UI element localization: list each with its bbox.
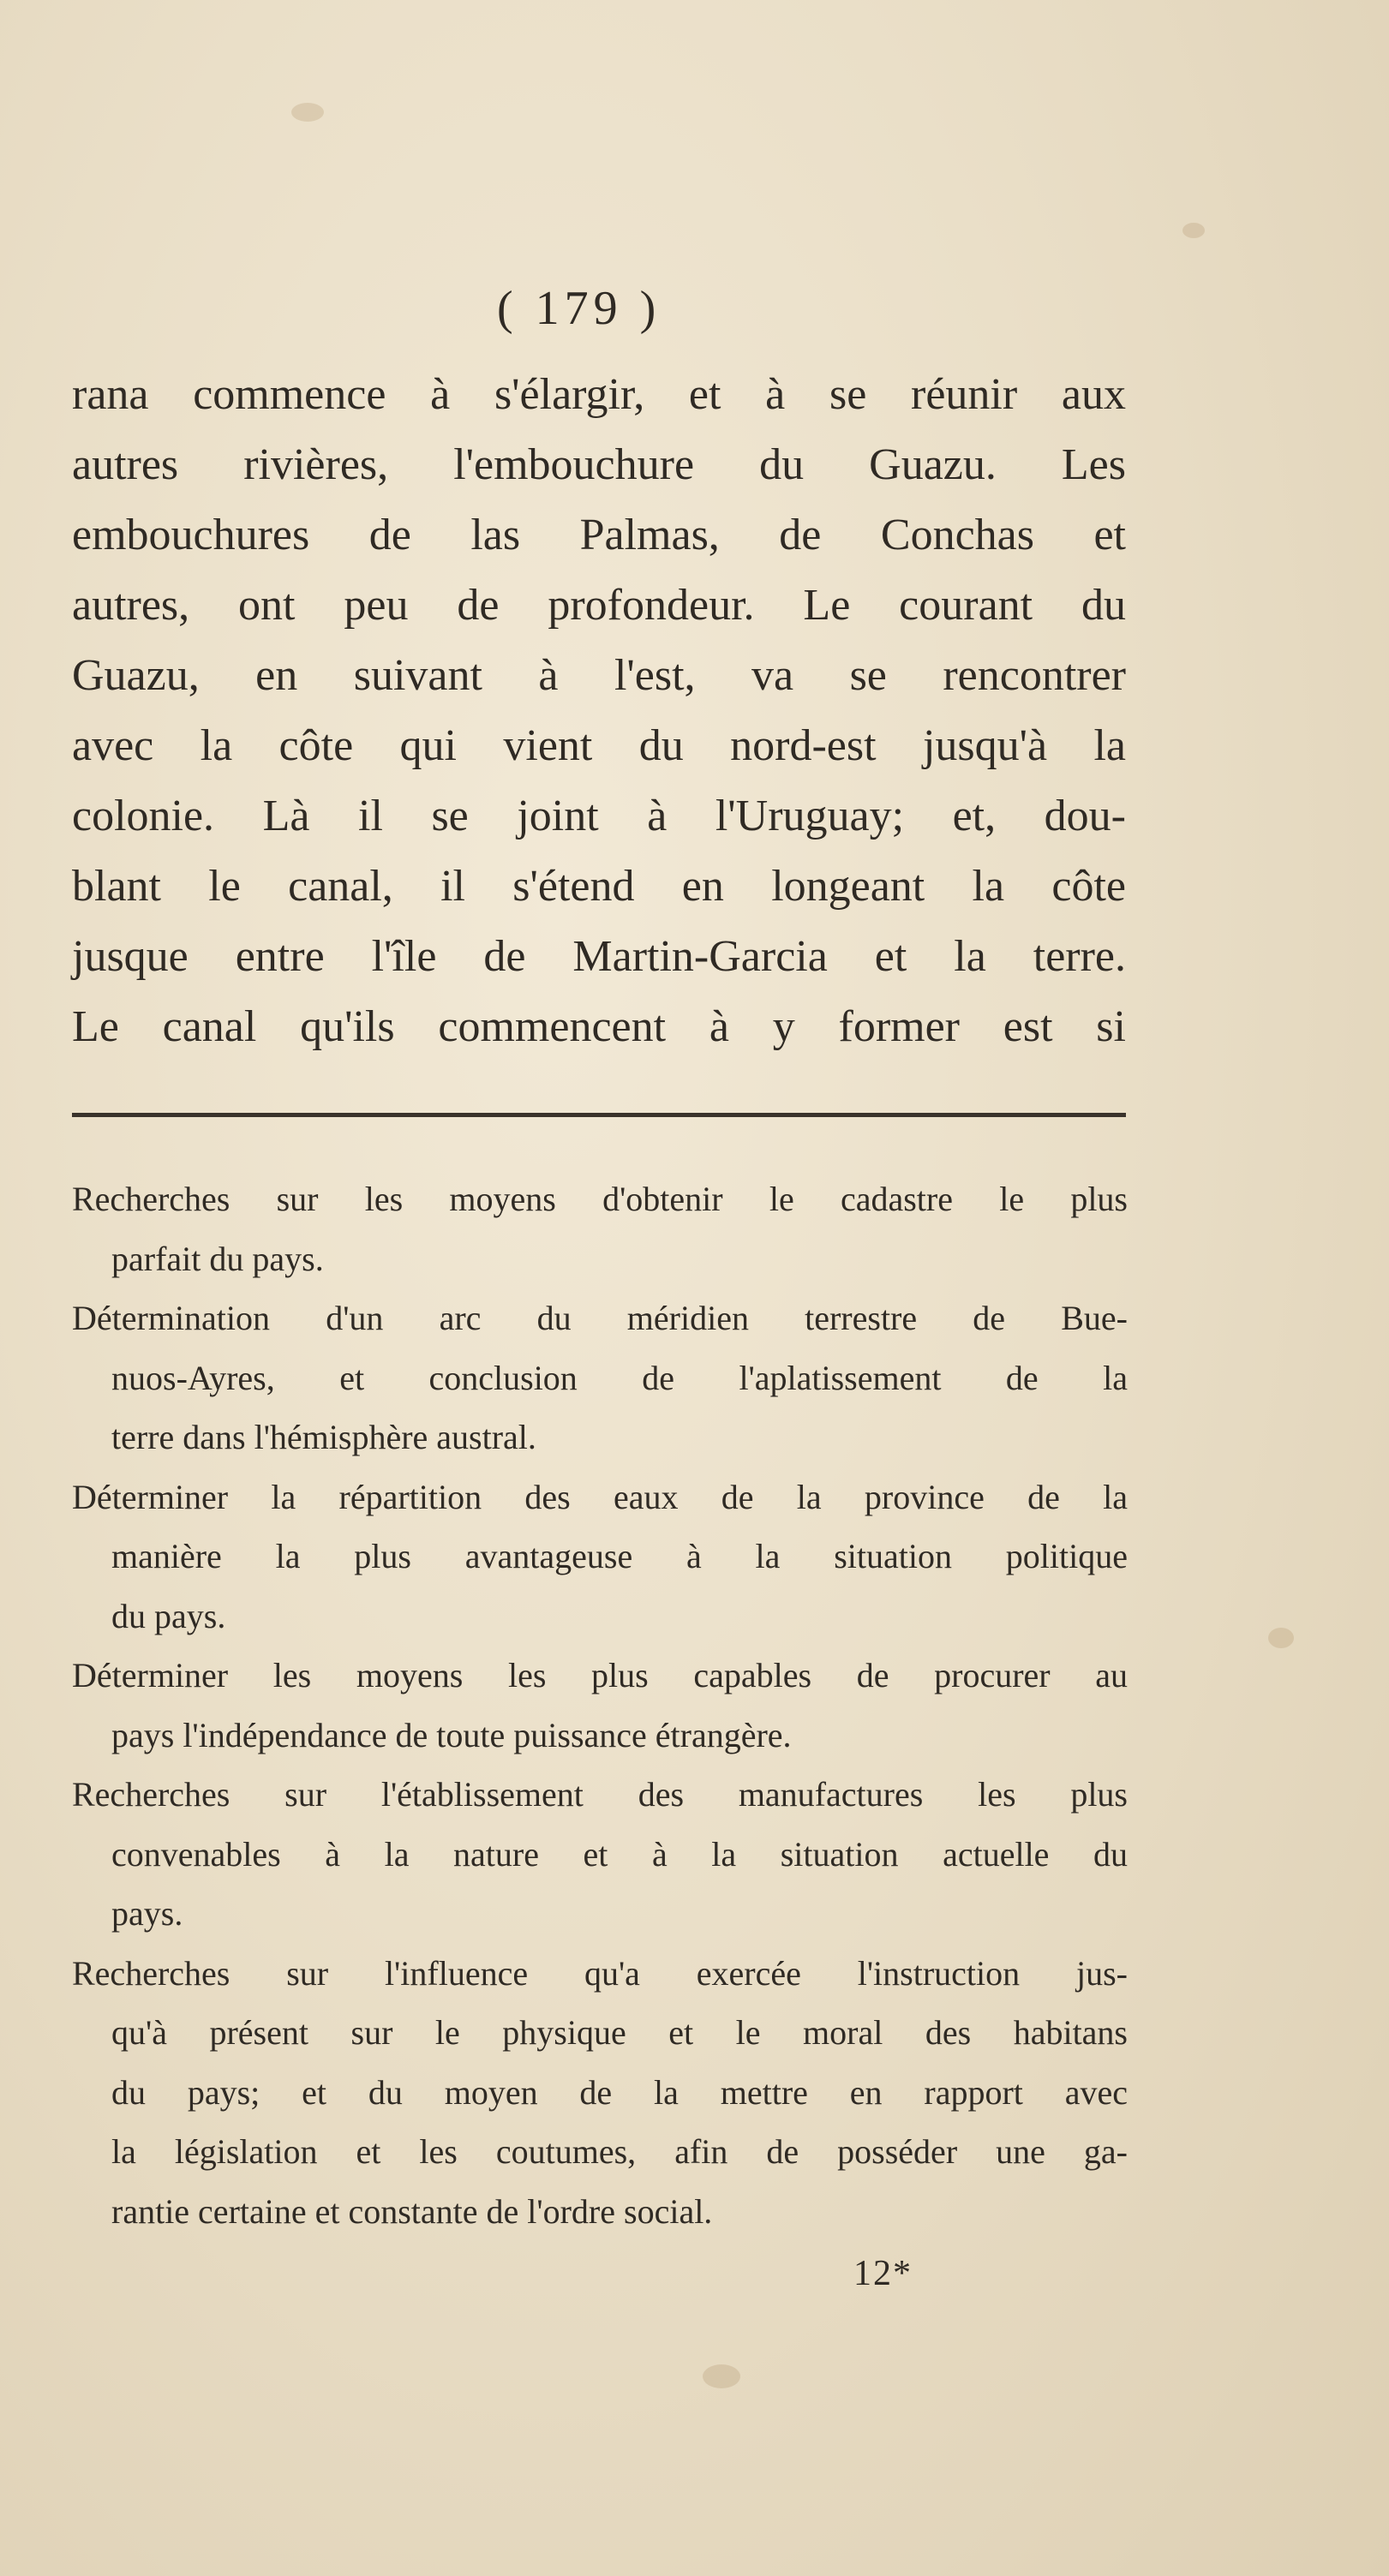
note-line: nuos-Ayres, et conclusion de l'aplatissement de la (111, 1358, 1128, 1397)
list-item (72, 1944, 1128, 2242)
note-line: rantie certaine et constante de l'ordre social. (111, 2191, 713, 2231)
note-line: du pays; et du moyen de la mettre en rapport avec (111, 2072, 1128, 2112)
text-line: rana commence à s'élargir, et à se réunir aux (72, 370, 1126, 419)
signature-mark: 12* (853, 2254, 913, 2293)
list-item (72, 1646, 1128, 1765)
note-line: pays. (111, 1894, 183, 1933)
text-line: Le canal qu'ils commencent à y former est si (72, 1002, 1126, 1051)
text-line: avec la côte qui vient du nord-est jusqu'à la (72, 721, 1126, 770)
note-line: Recherches sur l'influence qu'a exercée l'instruction jus- (72, 1953, 1128, 1993)
note-line: parfait du pays. (111, 1239, 324, 1278)
list-item (72, 1169, 1128, 1288)
paper-stain (1182, 223, 1205, 238)
text-line: autres rivières, l'embouchure du Guazu. Les (72, 440, 1126, 489)
paper-stain (291, 103, 324, 122)
note-line: Détermination d'un arc du méridien terrestre de Bue- (72, 1299, 1128, 1337)
list-item (72, 1288, 1128, 1467)
list-item (72, 1765, 1128, 1944)
text-line: autres, ont peu de profondeur. Le courant du (72, 581, 1126, 630)
horizontal-rule (72, 1113, 1126, 1117)
note-line: la législation et les coutumes, afin de posséder une ga- (111, 2132, 1128, 2171)
text-line: embouchures de las Palmas, de Conchas et (72, 511, 1126, 559)
paper-stain (1268, 1628, 1294, 1648)
note-line: terre dans l'hémisphère austral. (111, 1418, 536, 1456)
list-item (72, 1467, 1128, 1647)
note-line: Déterminer la répartition des eaux de la province de la (72, 1477, 1128, 1516)
note-line: Déterminer les moyens les plus capables de procurer au (72, 1656, 1128, 1694)
text-line: blant le canal, il s'étend en longeant la côte (72, 862, 1126, 911)
note-line: pays l'indépendance de toute puissance étrangère. (111, 1715, 792, 1754)
note-line: qu'à présent sur le physique et le moral des habitans (111, 2013, 1128, 2052)
main-text-block (72, 360, 1126, 1062)
note-line: Recherches sur l'établissement des manufactures les plus (72, 1775, 1128, 1814)
text-line: Guazu, en suivant à l'est, va se rencontrer (72, 651, 1126, 700)
notes-list (72, 1169, 1128, 2241)
text-line: colonie. Là il se joint à l'Uruguay; et, dou- (72, 792, 1126, 840)
note-line: manière la plus avantageuse à la situation politique (111, 1537, 1128, 1575)
paper-stain (703, 2364, 740, 2388)
page-number: ( 179 ) (497, 282, 662, 335)
text-line: jusque entre l'île de Martin-Garcia et la terre. (72, 932, 1126, 981)
note-line: convenables à la nature et à la situation actuelle du (111, 1834, 1128, 1874)
note-line: du pays. (111, 1596, 226, 1635)
note-line: Recherches sur les moyens d'obtenir le cadastre le plus (72, 1180, 1128, 1218)
